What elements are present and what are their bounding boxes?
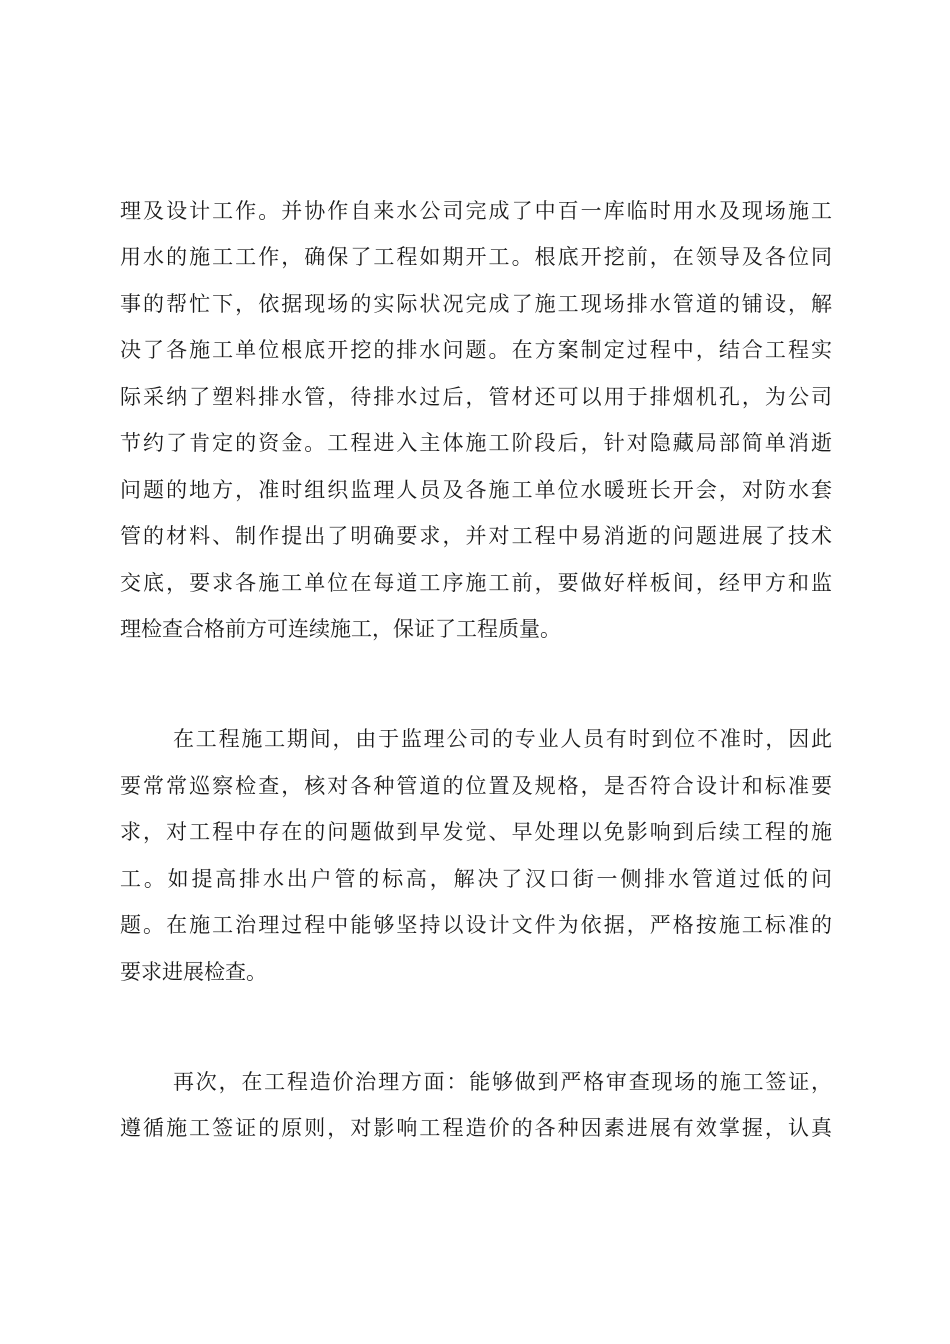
text-line: 管的材料、制作提出了明确要求，并对工程中易消逝的问题进展了技术 [120, 524, 832, 548]
text-line: 要常常巡察检查，核对各种管道的位置及规格，是否符合设计和标准要 [120, 774, 832, 798]
text-line: 理及设计工作。并协作自来水公司完成了中百一库临时用水及现场施工 [120, 199, 832, 223]
text-line: 遵循施工签证的原则，对影响工程造价的各种因素进展有效掌握，认真 [120, 1116, 832, 1140]
text-line: 交底，要求各施工单位在每道工序施工前，要做好样板间，经甲方和监 [120, 571, 832, 595]
text-line: 用水的施工工作，确保了工程如期开工。根底开挖前，在领导及各位同 [120, 245, 832, 269]
text-line: 理检查合格前方可连续施工，保证了工程质量。 [120, 617, 561, 641]
text-line: 事的帮忙下，依据现场的实际状况完成了施工现场排水管道的铺设，解 [120, 292, 832, 316]
text-line: 再次，在工程造价治理方面：能够做到严格审查现场的施工签证， [173, 1070, 832, 1094]
text-line: 工。如提高排水出户管的标高，解决了汉口街一侧排水管道过低的问 [120, 867, 832, 891]
text-line: 求，对工程中存在的问题做到早发觉、早处理以免影响到后续工程的施 [120, 820, 832, 844]
text-line: 节约了肯定的资金。工程进入主体施工阶段后，针对隐藏局部简单消逝 [120, 431, 832, 455]
text-line: 决了各施工单位根底开挖的排水问题。在方案制定过程中，结合工程实 [120, 338, 832, 362]
text-line: 要求进展检查。 [120, 960, 267, 984]
text-line: 题。在施工治理过程中能够坚持以设计文件为依据，严格按施工标准的 [120, 913, 832, 937]
text-line: 际采纳了塑料排水管，待排水过后，管材还可以用于排烟机孔，为公司 [120, 385, 832, 409]
text-line: 在工程施工期间，由于监理公司的专业人员有时到位不准时，因此 [173, 727, 832, 751]
text-line: 问题的地方，准时组织监理人员及各施工单位水暖班长开会，对防水套 [120, 478, 832, 502]
